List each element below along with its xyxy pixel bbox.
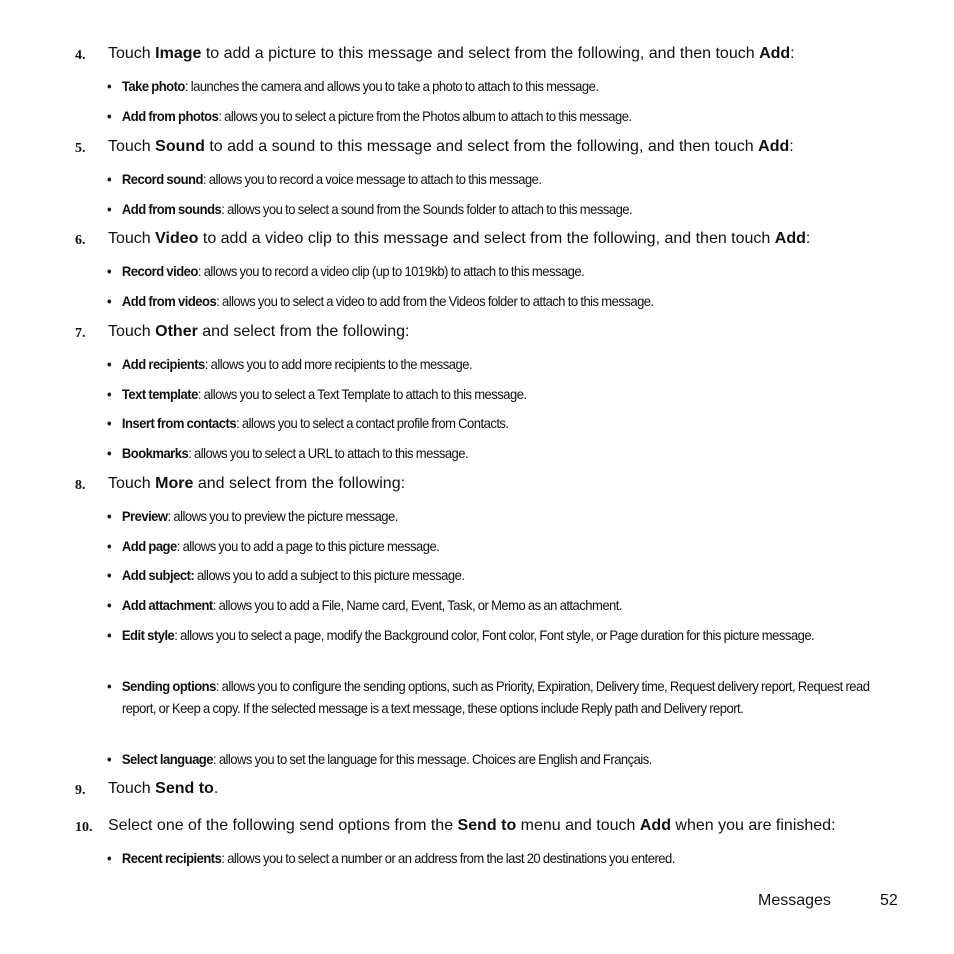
bullet-sending-options: [107, 676, 870, 719]
bullet-edit-style: [107, 625, 844, 647]
step-number: 8.: [75, 478, 86, 493]
bullet-dot: •: [107, 751, 112, 767]
option-description: allows you to add a subject to this picture message.: [194, 567, 465, 583]
bullet-dot: •: [107, 263, 112, 279]
step-text: Touch Sound to add a sound to this message and select from the following, and then touch Add:: [108, 138, 794, 155]
bullet-text-template: [107, 384, 844, 406]
bullet-preview: [107, 506, 844, 528]
option-description: : allows you to select a number or an address from the last 20 destinations you entered.: [221, 850, 675, 866]
bullet-add-from-sounds: [107, 199, 844, 221]
bullet-dot: •: [107, 415, 112, 431]
bullet-dot: •: [107, 445, 112, 461]
bullet-dot: •: [107, 356, 112, 372]
bullet-record-sound: [107, 169, 844, 191]
option-description: : allows you to select a picture from the Photos album to attach to this message.: [218, 108, 632, 124]
bullet-dot: •: [107, 171, 112, 187]
option-description: : allows you to select a contact profile from Contacts.: [236, 415, 509, 431]
step-text: Select one of the following send options from the Send to menu and touch Add when you are finished:: [108, 817, 836, 834]
footer-section-title: Messages: [758, 892, 831, 909]
bullet-dot: •: [107, 538, 112, 554]
option-description: : allows you to record a voice message to attach to this message.: [202, 171, 542, 187]
option-name: Sending options: [121, 678, 216, 694]
option-name: Record video: [121, 263, 198, 279]
option-name: Take photo: [121, 78, 185, 94]
option-name: Add subject:: [121, 567, 195, 583]
option-name: Insert from contacts: [121, 415, 237, 431]
bullet-dot: •: [107, 201, 112, 217]
bullet-record-video: [107, 261, 844, 283]
option-name: Add from videos: [121, 293, 217, 309]
option-description: : launches the camera and allows you to take a photo to attach to this message.: [184, 78, 599, 94]
bullet-bookmarks: [107, 443, 844, 465]
option-name: Add from sounds: [121, 201, 222, 217]
option-description: : allows you to select a video to add from the Videos folder to attach to this message.: [216, 293, 654, 309]
bullet-dot: •: [107, 108, 112, 124]
option-description: : allows you to select a sound from the Sounds folder to attach to this message.: [221, 201, 633, 217]
step-number: 6.: [75, 233, 86, 248]
option-description: : allows you to set the language for this message. Choices are English and Français.: [212, 751, 652, 767]
option-name: Add from photos: [121, 108, 219, 124]
option-description: : allows you to add a File, Name card, Event, Task, or Memo as an attachment.: [212, 597, 623, 613]
bullet-dot: •: [107, 293, 112, 309]
option-name: Recent recipients: [121, 850, 222, 866]
step-text: Touch Send to.: [108, 780, 219, 797]
bullet-add-from-photos: [107, 106, 844, 128]
step-text: Touch Image to add a picture to this message and select from the following, and then touch Add:: [108, 45, 795, 62]
bullet-recent-recipients: [107, 848, 844, 870]
option-name: Add recipients: [121, 356, 205, 372]
option-name: Edit style: [121, 627, 175, 643]
option-name: Add attachment: [121, 597, 213, 613]
option-description: : allows you to record a video clip (up to 1019kb) to attach to this message.: [197, 263, 585, 279]
option-description: : allows you to select a URL to attach to this message.: [188, 445, 469, 461]
bullet-add-subject: [107, 565, 844, 587]
step-number: 7.: [75, 326, 86, 341]
option-description: : allows you to add a page to this picture message.: [176, 538, 440, 554]
bullet-add-attachment: [107, 595, 844, 617]
bullet-insert-from-contacts: [107, 413, 844, 435]
bullet-dot: •: [107, 850, 112, 866]
option-name: Add page: [121, 538, 177, 554]
step-text: Touch Other and select from the following:: [108, 323, 410, 340]
option-description: : allows you to select a Text Template to attach to this message.: [197, 386, 527, 402]
step-text: Touch More and select from the following:: [108, 475, 406, 492]
bullet-dot: •: [107, 597, 112, 613]
step-number: 9.: [75, 783, 86, 798]
option-name: Preview: [121, 508, 168, 524]
option-description: : allows you to select a page, modify the Background color, Font color, Font style, or Page duration for this picture message.: [174, 627, 815, 643]
bullet-add-from-videos: [107, 291, 844, 313]
bullet-dot: •: [107, 678, 112, 694]
bullet-select-language: [107, 749, 844, 771]
bullet-dot: •: [107, 508, 112, 524]
bullet-add-page: [107, 536, 844, 558]
option-description: : allows you to configure the sending options, such as Priority, Expiration, Delivery time, Request delivery report, Request read report, or Keep a copy. If the selected message is a text message, these options include Reply path and Delivery report.: [121, 678, 870, 716]
option-name: Select language: [121, 751, 213, 767]
option-name: Text template: [121, 386, 198, 402]
bullet-dot: •: [107, 386, 112, 402]
bullet-take-photo: [107, 76, 844, 98]
step-number: 5.: [75, 141, 86, 156]
step-number: 10.: [75, 820, 93, 835]
bullet-dot: •: [107, 627, 112, 643]
option-name: Record sound: [121, 171, 203, 187]
bullet-add-recipients: [107, 354, 844, 376]
option-name: Bookmarks: [121, 445, 189, 461]
step-number: 4.: [75, 48, 86, 63]
step-text: Touch Video to add a video clip to this message and select from the following, and then touch Add:: [108, 230, 811, 247]
option-description: : allows you to add more recipients to the message.: [204, 356, 473, 372]
bullet-dot: •: [107, 567, 112, 583]
option-description: : allows you to preview the picture message.: [167, 508, 398, 524]
page-number: 52: [880, 892, 898, 909]
bullet-dot: •: [107, 78, 112, 94]
